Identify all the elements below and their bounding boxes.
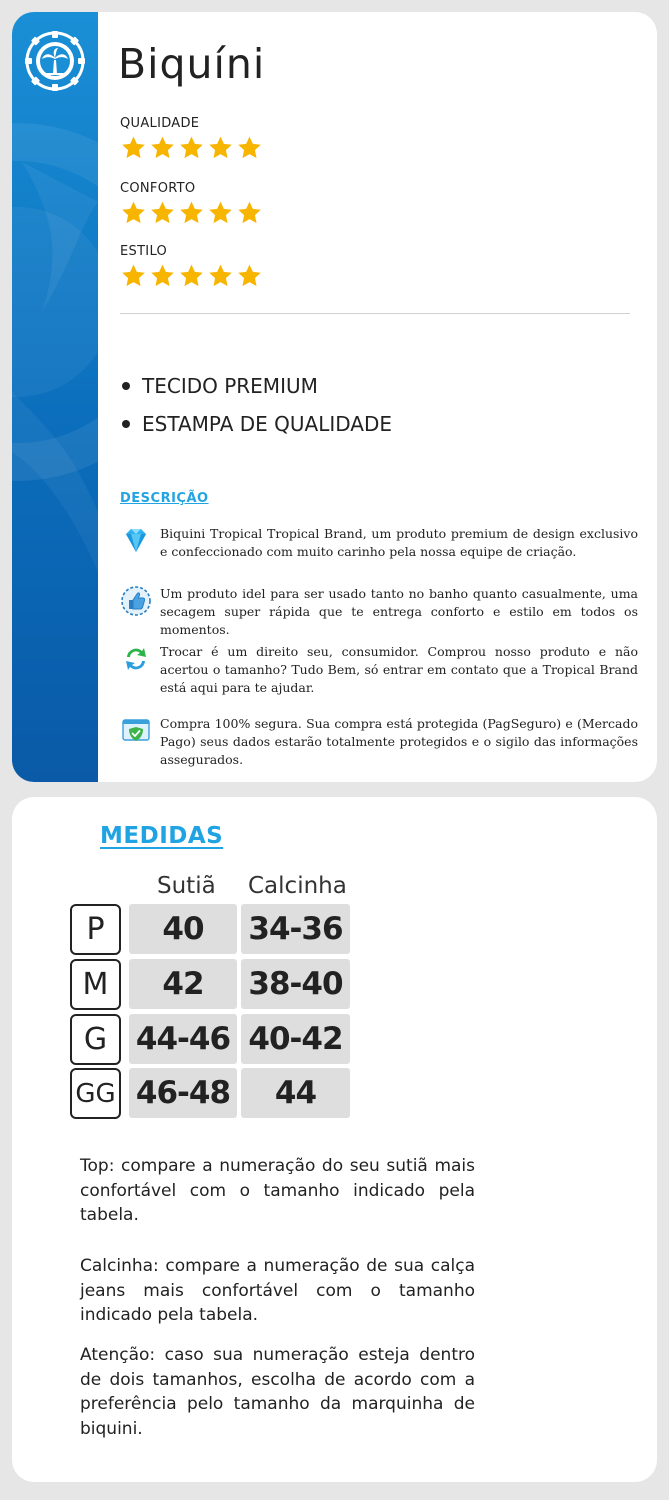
feature-text: Compra 100% segura. Sua compra está protegida (PagSeguro) e (Mercado Pago) seus dados estarão totalmente protegidos e o sigilo das informações assegurados. [160,716,638,767]
star-icon [236,263,263,289]
calcinha-value: 38-40 [241,959,350,1009]
star-icon [236,200,263,226]
note-atencao: Atenção: caso sua numeração esteja dentro de dois tamanhos, escolha de acordo com a preferência pelo tamanho da marquinha de biquini. [80,1345,475,1439]
star-icon [236,135,263,161]
bullet-item: ESTAMPA DE QUALIDADE [118,410,392,448]
size-chart-title: MEDIDAS [100,823,224,849]
secure-shield-icon [120,715,152,747]
star-icon [207,200,234,226]
description-title: DESCRIÇÃO [120,491,209,506]
rating-label: CONFORTO [120,181,196,196]
diamond-icon [120,525,152,557]
star-rating [120,263,263,289]
divider [120,313,630,314]
brand-sidebar [12,12,98,782]
exchange-arrows-icon [120,643,152,675]
note-calcinha: Calcinha: compare a numeração de sua calça jeans mais confortável com o tamanho indicado pela tabela. [80,1256,475,1325]
star-icon [149,263,176,289]
star-icon [149,135,176,161]
palm-tree-badge-icon [24,30,86,92]
sutia-value: 44-46 [129,1014,237,1064]
size-label: M [70,959,121,1010]
rating-comfort [120,181,263,226]
feature-text: Trocar é um direito seu, consumidor. Comprou nosso produto e não acertou o tamanho? Tudo Bem, só entrar em contato que a Tropical Brand está aqui para te ajudar. [160,644,638,695]
bullet-item: TECIDO PREMIUM [118,372,392,410]
sutia-value: 40 [129,904,237,954]
thumbs-up-icon [120,585,152,617]
feature-item [120,585,638,639]
feature-item [120,525,638,561]
calcinha-value: 40-42 [241,1014,350,1064]
star-rating [120,135,263,161]
star-icon [120,135,147,161]
feature-bullets [118,372,392,448]
size-label: G [70,1014,121,1065]
size-label: P [70,904,121,955]
column-header-sutia: Sutiã [157,873,216,899]
star-icon [178,200,205,226]
star-icon [120,200,147,226]
palm-watermark-decoration [12,12,98,782]
rating-quality [120,116,263,161]
rating-label: ESTILO [120,244,168,259]
sutia-value: 42 [129,959,237,1009]
sutia-value: 46-48 [129,1068,237,1118]
feature-item [120,715,638,769]
star-rating [120,200,263,226]
column-header-calcinha: Calcinha [248,873,347,899]
star-icon [178,263,205,289]
feature-text: Um produto idel para ser usado tanto no banho quanto casualmente, uma secagem super rápida que te entrega conforto e estilo em todos os momentos. [160,586,638,637]
calcinha-value: 44 [241,1068,350,1118]
size-label: GG [70,1068,121,1119]
star-icon [178,135,205,161]
rating-style [120,244,263,289]
product-card [12,12,657,782]
size-chart-card [12,797,657,1482]
star-icon [207,135,234,161]
calcinha-value: 34-36 [241,904,350,954]
star-icon [207,263,234,289]
star-icon [149,200,176,226]
feature-text: Biquini Tropical Tropical Brand, um produto premium de design exclusivo e confeccionado com muito carinho pela nossa equipe de criação. [160,526,638,559]
note-top: Top: compare a numeração do seu sutiã mais confortável com o tamanho indicado pela tabela. [80,1156,475,1225]
feature-item [120,643,638,697]
product-title: Biquíni [118,40,266,88]
rating-label: QUALIDADE [120,116,200,131]
star-icon [120,263,147,289]
